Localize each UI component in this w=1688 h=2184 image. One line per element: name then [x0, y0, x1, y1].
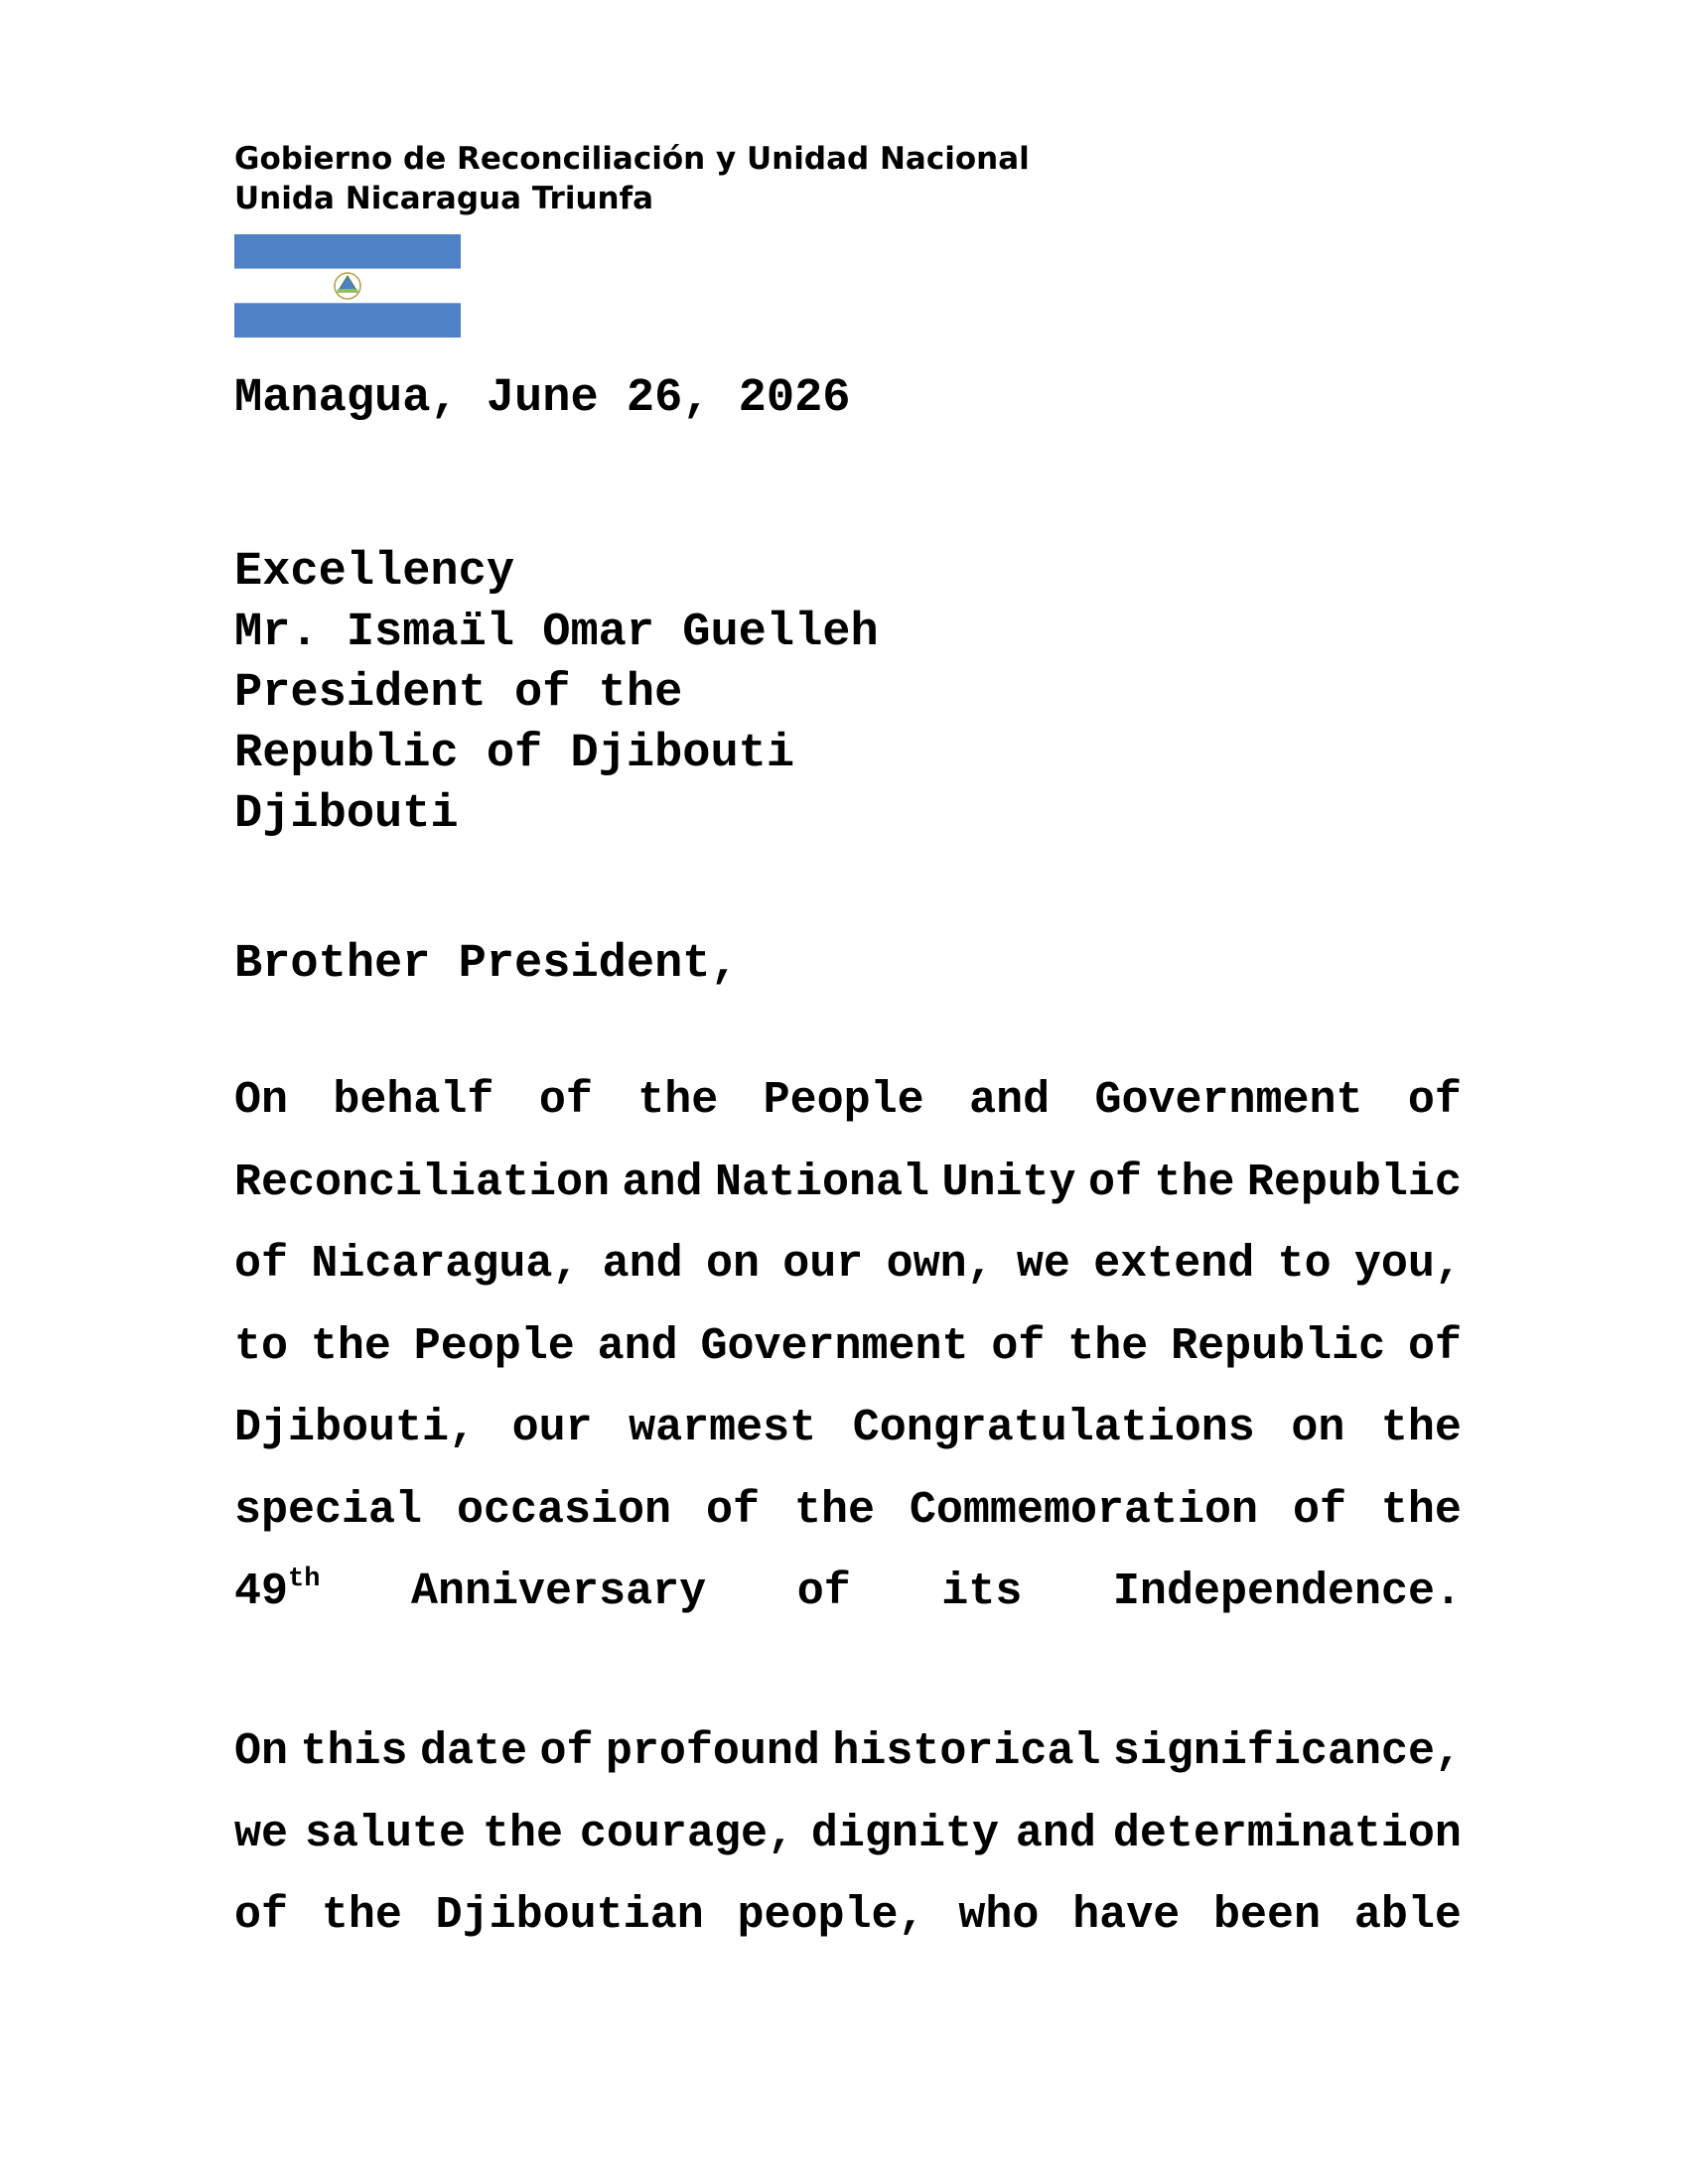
- salutation: Brother President,: [234, 938, 739, 991]
- body-paragraph-1: [234, 1060, 1462, 1634]
- flag-bottom-stripe: [234, 303, 461, 338]
- paragraph-line: [234, 1060, 1462, 1143]
- word: special: [234, 1484, 423, 1536]
- word: the: [1067, 1320, 1149, 1372]
- word: people,: [737, 1890, 925, 1941]
- letter-date: Managua, June 26, 2026: [234, 372, 851, 425]
- last-line-text: Anniversary of its Independence.: [320, 1567, 1462, 1617]
- word: able: [1353, 1890, 1462, 1941]
- word: we: [234, 1808, 289, 1859]
- word: have: [1072, 1890, 1181, 1941]
- paragraph-lines: [234, 1711, 1462, 1958]
- word: date: [419, 1726, 527, 1777]
- word: the: [1154, 1157, 1235, 1208]
- nicaragua-flag-icon: [234, 234, 461, 338]
- word: of: [234, 1239, 289, 1290]
- word: and: [1015, 1808, 1096, 1859]
- word: profound: [605, 1726, 820, 1777]
- paragraph-line: [234, 1794, 1462, 1876]
- word: been: [1213, 1890, 1322, 1941]
- word: determination: [1112, 1808, 1462, 1859]
- flag-top-stripe: [234, 234, 461, 269]
- word: the: [793, 1484, 875, 1536]
- word: our: [511, 1403, 593, 1453]
- word: historical: [832, 1726, 1101, 1777]
- word: of: [1292, 1484, 1346, 1536]
- word: and: [597, 1320, 678, 1372]
- recipient-address: [234, 542, 879, 845]
- word: the: [637, 1075, 719, 1126]
- word: of: [538, 1075, 593, 1126]
- word: Reconciliation: [234, 1157, 611, 1208]
- word: on: [1291, 1403, 1345, 1453]
- word: Djiboutian: [435, 1890, 704, 1941]
- word: On: [234, 1075, 289, 1126]
- ordinal-suffix: th: [288, 1565, 321, 1594]
- word: Government: [1094, 1075, 1363, 1126]
- word: of: [539, 1726, 594, 1777]
- word: National: [714, 1157, 930, 1208]
- word: of: [1087, 1157, 1142, 1208]
- word: Nicaragua,: [311, 1239, 580, 1290]
- word: our: [782, 1239, 864, 1290]
- word: of: [1407, 1075, 1462, 1126]
- word: the: [1380, 1484, 1462, 1536]
- paragraph-line: [234, 1470, 1462, 1553]
- word: of: [234, 1890, 289, 1941]
- word: of: [991, 1320, 1046, 1372]
- word: warmest: [629, 1403, 817, 1453]
- word: Commemoration: [909, 1484, 1258, 1536]
- word: of: [705, 1484, 760, 1536]
- word: salute: [304, 1808, 466, 1859]
- address-line: Republic of Djibouti: [234, 728, 795, 780]
- word: the: [321, 1890, 402, 1941]
- word: courage,: [579, 1808, 794, 1859]
- word: you,: [1353, 1239, 1462, 1290]
- word: the: [310, 1320, 391, 1372]
- word: Unity: [941, 1157, 1076, 1208]
- word: Government: [700, 1320, 969, 1372]
- word: Republic: [1246, 1157, 1462, 1208]
- word: of: [1407, 1320, 1462, 1372]
- word: occasion: [456, 1484, 672, 1536]
- word: who: [958, 1890, 1040, 1941]
- paragraph-lines: [234, 1060, 1462, 1552]
- word: and: [602, 1239, 683, 1290]
- paragraph-line: [234, 1306, 1462, 1389]
- word: behalf: [333, 1075, 494, 1126]
- address-line: Mr. Ismaïl Omar Guelleh: [234, 607, 879, 659]
- word: the: [1380, 1403, 1462, 1453]
- word: Djibouti,: [234, 1403, 477, 1453]
- word: own,: [886, 1239, 994, 1290]
- address-line: Djibouti: [234, 788, 459, 841]
- address-line: President of the: [234, 667, 683, 720]
- word: on: [705, 1239, 760, 1290]
- word: On: [234, 1726, 289, 1777]
- address-line: Excellency: [234, 546, 515, 599]
- letterhead-government-name: Gobierno de Reconciliación y Unidad Nacional: [234, 141, 1030, 177]
- word: extend: [1093, 1239, 1255, 1290]
- word: People: [763, 1075, 924, 1126]
- word: to: [1277, 1239, 1332, 1290]
- word: the: [482, 1808, 563, 1859]
- body-paragraph-2: [234, 1711, 1462, 1958]
- paragraph-last-line: [234, 1552, 1462, 1634]
- paragraph-line: [234, 1711, 1462, 1794]
- word: we: [1016, 1239, 1070, 1290]
- paragraph-line: [234, 1224, 1462, 1306]
- word: and: [969, 1075, 1051, 1126]
- letterhead: [234, 139, 1030, 218]
- paragraph-line: [234, 1875, 1462, 1958]
- word: to: [234, 1320, 289, 1372]
- paragraph-line: [234, 1388, 1462, 1470]
- word: significance,: [1112, 1726, 1462, 1777]
- word: Congratulations: [852, 1403, 1255, 1453]
- word: dignity: [810, 1808, 999, 1859]
- paragraph-line: [234, 1143, 1462, 1225]
- word: People: [413, 1320, 575, 1372]
- word: Republic: [1171, 1320, 1386, 1372]
- word: this: [300, 1726, 408, 1777]
- letterhead-slogan: Unida Nicaragua Triunfa: [234, 181, 654, 216]
- anniversary-number: 49: [234, 1567, 289, 1617]
- word: and: [622, 1157, 703, 1208]
